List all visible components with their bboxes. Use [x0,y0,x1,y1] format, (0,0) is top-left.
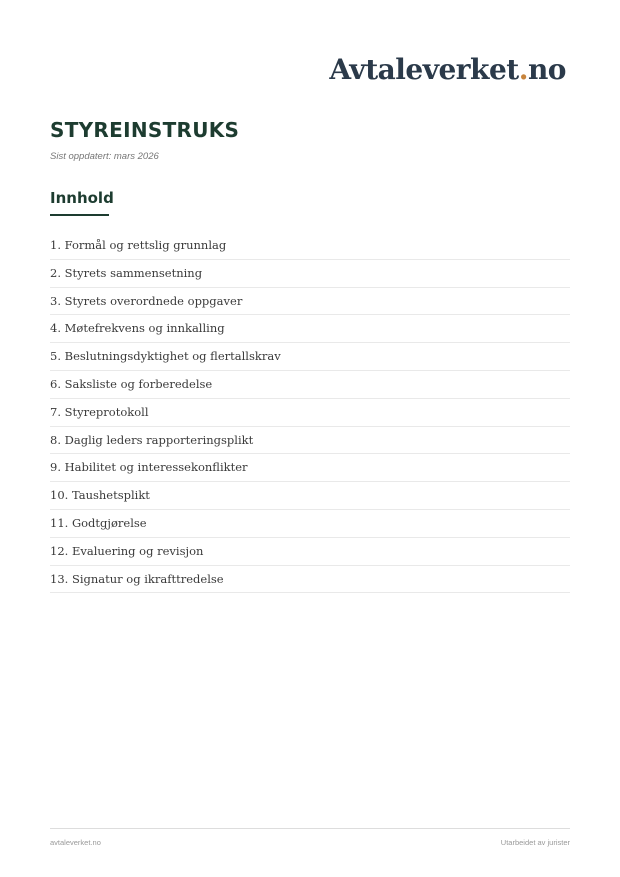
toc-item[interactable]: 3. Styrets overordnede oppgaver [50,288,570,316]
toc-item[interactable]: 1. Formål og rettslig grunnlag [50,232,570,260]
toc-item[interactable]: 6. Saksliste og forberedelse [50,371,570,399]
brand-name: Avtaleverket [329,53,519,86]
toc-item[interactable]: 11. Godtgjørelse [50,510,570,538]
toc-item[interactable]: 7. Styreprotokoll [50,399,570,427]
last-updated: Sist oppdatert: mars 2026 [50,151,159,162]
toc-heading: Innhold [50,189,114,207]
document-title: STYREINSTRUKS [50,118,240,142]
toc-item[interactable]: 2. Styrets sammensetning [50,260,570,288]
toc-item[interactable]: 10. Taushetsplikt [50,482,570,510]
toc-item[interactable]: 12. Evaluering og revisjon [50,538,570,566]
toc-item[interactable]: 13. Signatur og ikrafttredelse [50,566,570,594]
toc-item[interactable]: 9. Habilitet og interessekonflikter [50,454,570,482]
brand-logo [329,52,566,88]
brand-tld: no [527,53,566,86]
table-of-contents [50,232,570,593]
toc-heading-underline [50,214,109,216]
footer-site: avtaleverket.no [50,838,101,847]
toc-item[interactable]: 5. Beslutningsdyktighet og flertallskrav [50,343,570,371]
toc-item[interactable]: 8. Daglig leders rapporteringsplikt [50,427,570,455]
brand-dot: . [518,53,528,86]
footer-divider [50,828,570,829]
footer-credit: Utarbeidet av jurister [500,838,570,847]
toc-item[interactable]: 4. Møtefrekvens og innkalling [50,315,570,343]
